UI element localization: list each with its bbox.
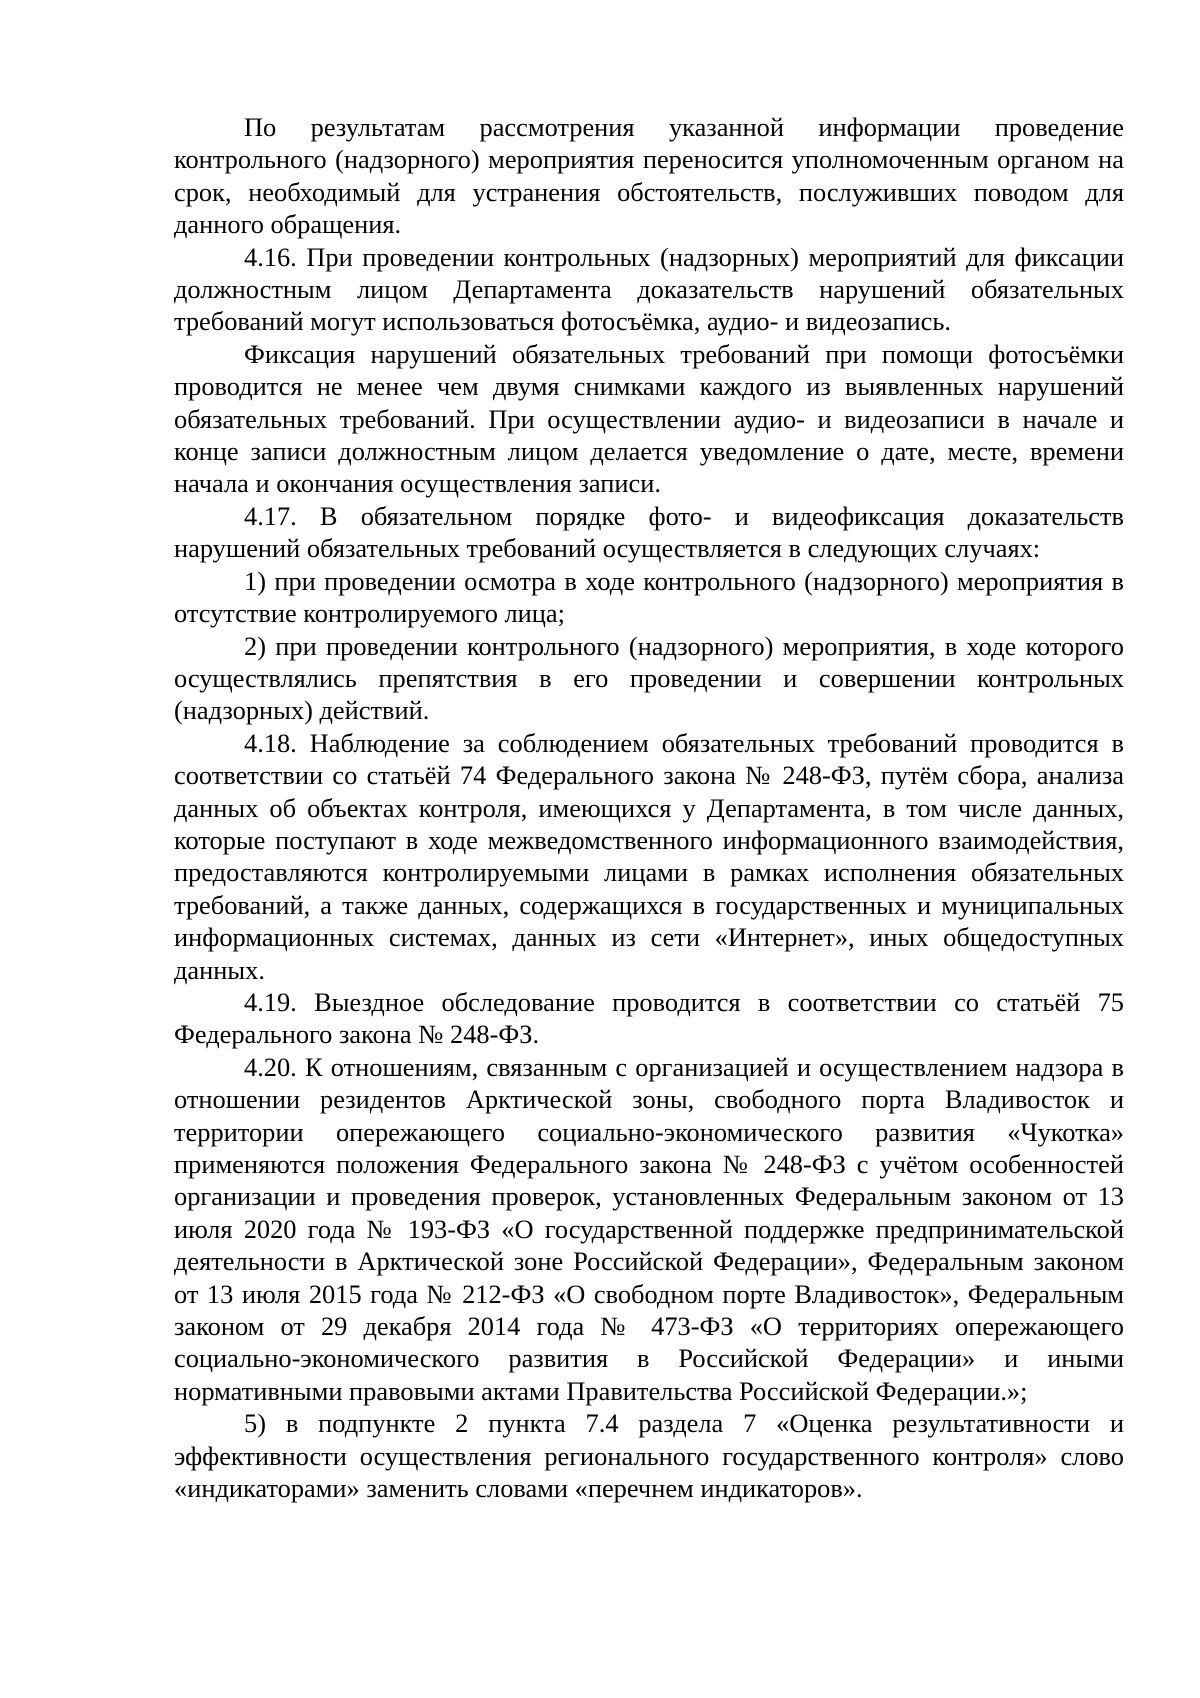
list-item-1: 1) при проведении осмотра в ходе контрольного (надзорного) мероприятия в отсутствие контролируемого лица; — [174, 565, 1124, 629]
paragraph-postponement-result: По результатам рассмотрения указанной информации проведение контрольного (надзорного) мероприятия переносится уполномоченным органом на срок, необходимый для устранения обстоятельств, послуживших поводом для данного обращения. — [174, 112, 1124, 240]
paragraph-4-20: 4.20. К отношениям, связанным с организацией и осуществлением надзора в отношении резидентов Арктической зоны, свободного порта Владивосток и территории опережающего социально-экономического развития «Чукотка» применяются положения Федерального закона № 248-ФЗ с учётом особенностей организации и проведения проверок, установленных Федеральным законом от 13 июля 2020 года № 193-ФЗ «О государственной поддержке предпринимательской деятельности в Арктической зоне Российской Федерации», Федеральным законом от 13 июля 2015 года № 212-ФЗ «О свободном порте Владивосток», Федеральным законом от 29 декабря 2014 года № 473-ФЗ «О территориях опережающего социально-экономического развития в Российской Федерации» и иными нормативными правовыми актами Правительства Российской Федерации.»; — [174, 1051, 1124, 1406]
document-page — [174, 111, 1124, 1504]
paragraph-4-18: 4.18. Наблюдение за соблюдением обязательных требований проводится в соответствии со статьёй 74 Федерального закона № 248-ФЗ, путём сбора, анализа данных об объектах контроля, имеющихся у Департамента, в том числе данных, которые поступают в ходе межведомственного информационного взаимодействия, предоставляются контролируемыми лицами в рамках исполнения обязательных требований, а также данных, содержащихся в государственных и муниципальных информационных системах, данных из сети «Интернет», иных общедоступных данных. — [174, 727, 1124, 985]
amendment-item-5: 5) в подпункте 2 пункта 7.4 раздела 7 «Оценка результативности и эффективности осуществления регионального государственного контроля» слово «индикаторами» заменить словами «перечнем индикаторов». — [174, 1408, 1124, 1504]
paragraph-4-17: 4.17. В обязательном порядке фото- и видеофиксация доказательств нарушений обязательных требований осуществляется в следующих случаях: — [174, 500, 1124, 564]
paragraph-4-19: 4.19. Выездное обследование проводится в соответствии со статьёй 75 Федерального закона № 248-ФЗ. — [174, 986, 1124, 1050]
paragraph-4-16: 4.16. При проведении контрольных (надзорных) мероприятий для фиксации должностным лицом Департамента доказательств нарушений обязательных требований могут использоваться фотосъёмка, аудио- и видеозапись. — [174, 241, 1124, 337]
list-item-2: 2) при проведении контрольного (надзорного) мероприятия, в ходе которого осуществлялись препятствия в его проведении и совершении контрольных (надзорных) действий. — [174, 630, 1124, 726]
paragraph-photo-fixation: Фиксация нарушений обязательных требований при помощи фотосъёмки проводится не менее чем двумя снимками каждого из выявленных нарушений обязательных требований. При осуществлении аудио- и видеозаписи в начале и конце записи должностным лицом делается уведомление о дате, месте, времени начала и окончания осуществления записи. — [174, 338, 1124, 499]
